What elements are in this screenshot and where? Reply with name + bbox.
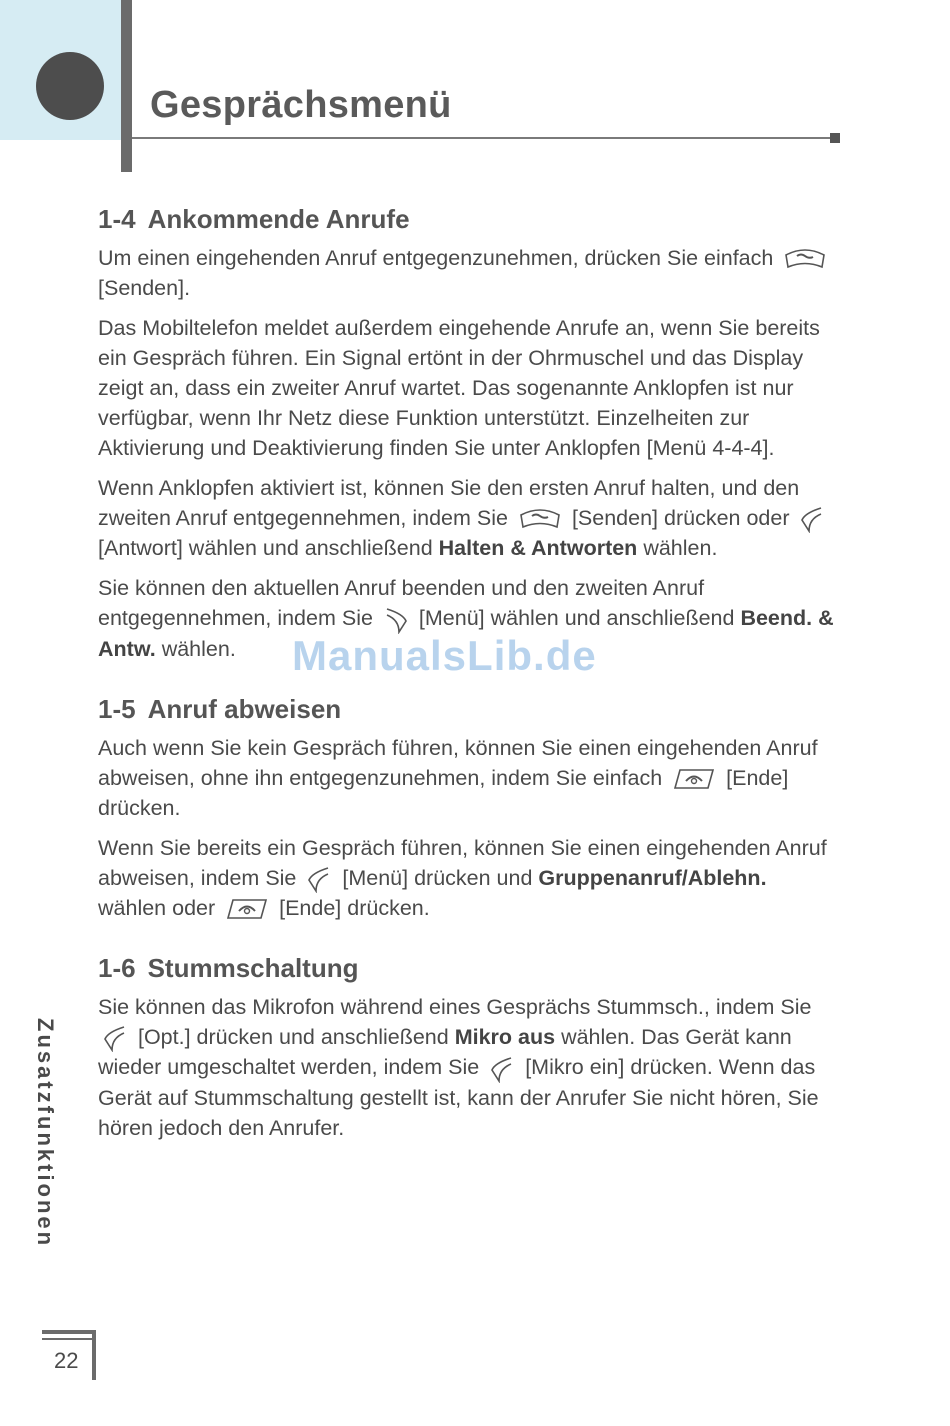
text: Sie können das Mikrofon während eines Gesprächs Stummsch., indem Sie	[98, 994, 812, 1019]
text: [Ende] drücken.	[279, 895, 430, 920]
left-soft-key-icon	[102, 1024, 128, 1052]
paragraph	[98, 733, 838, 823]
section-number: 1-4	[98, 204, 136, 234]
footer-rule	[42, 1330, 96, 1334]
text: [Opt.] drücken und anschließend	[137, 1024, 449, 1049]
main-content	[98, 204, 838, 1173]
end-key-icon	[672, 766, 716, 792]
text: wählen.	[161, 636, 236, 661]
section-heading	[98, 204, 838, 235]
text: wählen.	[643, 536, 718, 561]
text: [Ende] drücken.	[98, 765, 789, 820]
text: [Menü] drücken und	[342, 865, 533, 890]
section-title: Anruf abweisen	[147, 693, 342, 724]
left-soft-key-icon	[306, 865, 332, 893]
section-title: Ankommende Anrufe	[147, 204, 410, 234]
left-soft-key-icon	[799, 505, 825, 533]
header-dot	[36, 52, 104, 120]
chapter-side-label: Zusatzfunktionen	[33, 1018, 58, 1249]
header-vertical-bar	[121, 0, 132, 172]
bold-text: Mikro aus	[454, 1024, 556, 1049]
text: [Senden] drücken oder	[571, 506, 790, 530]
text: Wenn Sie bereits ein Gespräch führen, können Sie einen eingehenden Anruf abweisen, indem Sie	[98, 835, 827, 890]
header-rule-end	[830, 133, 840, 143]
bold-text: Halten & Antworten	[438, 536, 638, 561]
text: Wenn Anklopfen aktiviert ist, können Sie den ersten Anruf halten, und den zweiten Anruf entgegennehmen, indem Sie	[98, 476, 800, 530]
section-stummschaltung	[98, 953, 838, 1143]
watermark: ManualsLib.de	[292, 632, 597, 679]
footer-rule	[42, 1338, 96, 1340]
footer-vertical-bar	[92, 1330, 96, 1380]
text: [Menü] wählen und anschließend	[418, 606, 735, 631]
paragraph	[98, 473, 838, 563]
paragraph	[98, 833, 838, 923]
section-heading	[98, 953, 838, 984]
end-key-icon	[225, 896, 269, 922]
text: [Senden].	[98, 276, 191, 300]
section-number: 1-5	[98, 693, 136, 724]
paragraph	[98, 992, 838, 1143]
text: Auch wenn Sie kein Gespräch führen, können Sie einen eingehenden Anruf abweisen, ohne ihn entgegenzunehmen, indem Sie einfach	[98, 735, 818, 790]
section-title: Stummschaltung	[147, 952, 359, 983]
right-soft-key-icon	[383, 606, 409, 634]
text: Sie können den aktuellen Anruf beenden und den zweiten Anruf entgegennehmen, indem Sie	[98, 576, 705, 631]
section-heading	[98, 694, 838, 725]
send-key-icon	[783, 247, 827, 271]
section-ankommende-anrufe	[98, 204, 838, 664]
page-title: Gesprächsmenü	[150, 84, 452, 126]
text: Um einen eingehenden Anruf entgegenzunehmen, drücken Sie einfach	[98, 246, 774, 270]
send-key-icon	[518, 507, 562, 531]
text: wählen oder	[98, 895, 216, 920]
paragraph	[98, 243, 838, 303]
page-number: 22	[54, 1348, 79, 1373]
section-anruf-abweisen	[98, 694, 838, 923]
text: [Mikro ein] drücken. Wenn das Gerät auf Stummschaltung gestellt ist, kann der Anrufer Sie nicht hören, Sie hören jedoch den Anrufer.	[98, 1055, 819, 1140]
left-soft-key-icon	[489, 1055, 515, 1083]
text: wählen. Das Gerät kann wieder umgeschaltet werden, indem Sie	[98, 1024, 792, 1080]
bold-text: Beend. & Antw.	[98, 606, 834, 661]
paragraph: Das Mobiltelefon meldet außerdem eingehende Anrufe an, wenn Sie bereits ein Gespräch führen. Ein Signal ertönt in der Ohrmuschel und das Display zeigt an, dass ein zweiter Anruf wartet. Das sogenannte Anklopfen ist nur verfügbar, wenn Ihr Netz diese Funktion unterstützt. Einzelheiten zur Aktivierung und Deaktivierung finden Sie unter Anklopfen [Menü 4-4-4].	[98, 316, 820, 460]
header-rule	[132, 137, 832, 139]
section-number: 1-6	[98, 952, 136, 983]
text: [Antwort] wählen und anschließend	[98, 536, 433, 561]
bold-text: Gruppenanruf/Ablehn.	[538, 865, 767, 890]
